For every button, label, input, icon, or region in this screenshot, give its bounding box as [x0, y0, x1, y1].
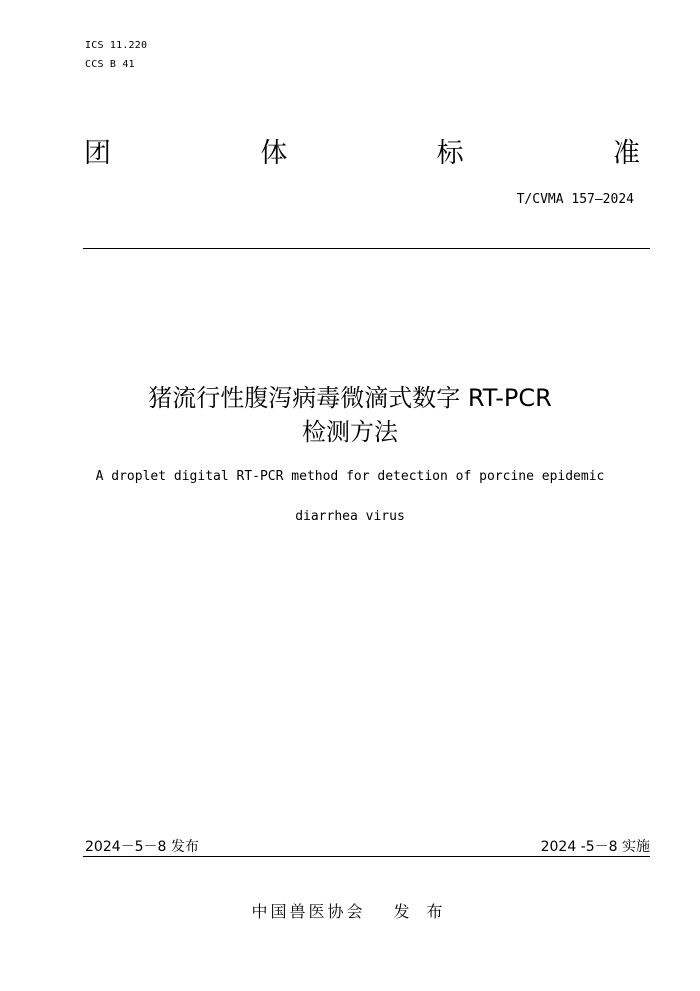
issuer-name: 中国兽医协会: [251, 902, 366, 921]
standard-type-char-1: 团: [84, 138, 111, 169]
chinese-title-line-2: 检测方法: [302, 418, 398, 446]
implementation-date: 2024 -5－8 实施: [540, 839, 650, 855]
standard-type-heading: [84, 136, 640, 172]
english-title: [60, 467, 640, 527]
issuer-line: [0, 901, 700, 923]
classification-codes: [85, 36, 147, 74]
issue-date: 2024－5－8 发布: [85, 839, 199, 855]
standard-type-char-3: 标: [436, 138, 464, 169]
english-title-line-2: diarrhea virus: [295, 509, 405, 524]
standard-type-char-2: 体: [260, 138, 288, 169]
ccs-code: CCS B 41: [85, 59, 135, 70]
ics-code: ICS 11.220: [85, 40, 148, 51]
issuer-action: 发 布: [393, 902, 449, 921]
chinese-title: [0, 381, 700, 449]
header-divider: [83, 248, 650, 249]
chinese-title-line-1: 猪流行性腹泻病毒微滴式数字 RT-PCR: [148, 384, 552, 412]
standard-number: T/CVMA 157—2024: [516, 192, 634, 207]
english-title-line-1: A droplet digital RT-PCR method for detection of porcine epidemic: [95, 469, 605, 484]
footer-divider: [83, 856, 650, 857]
standard-type-char-4: 准: [612, 138, 640, 169]
